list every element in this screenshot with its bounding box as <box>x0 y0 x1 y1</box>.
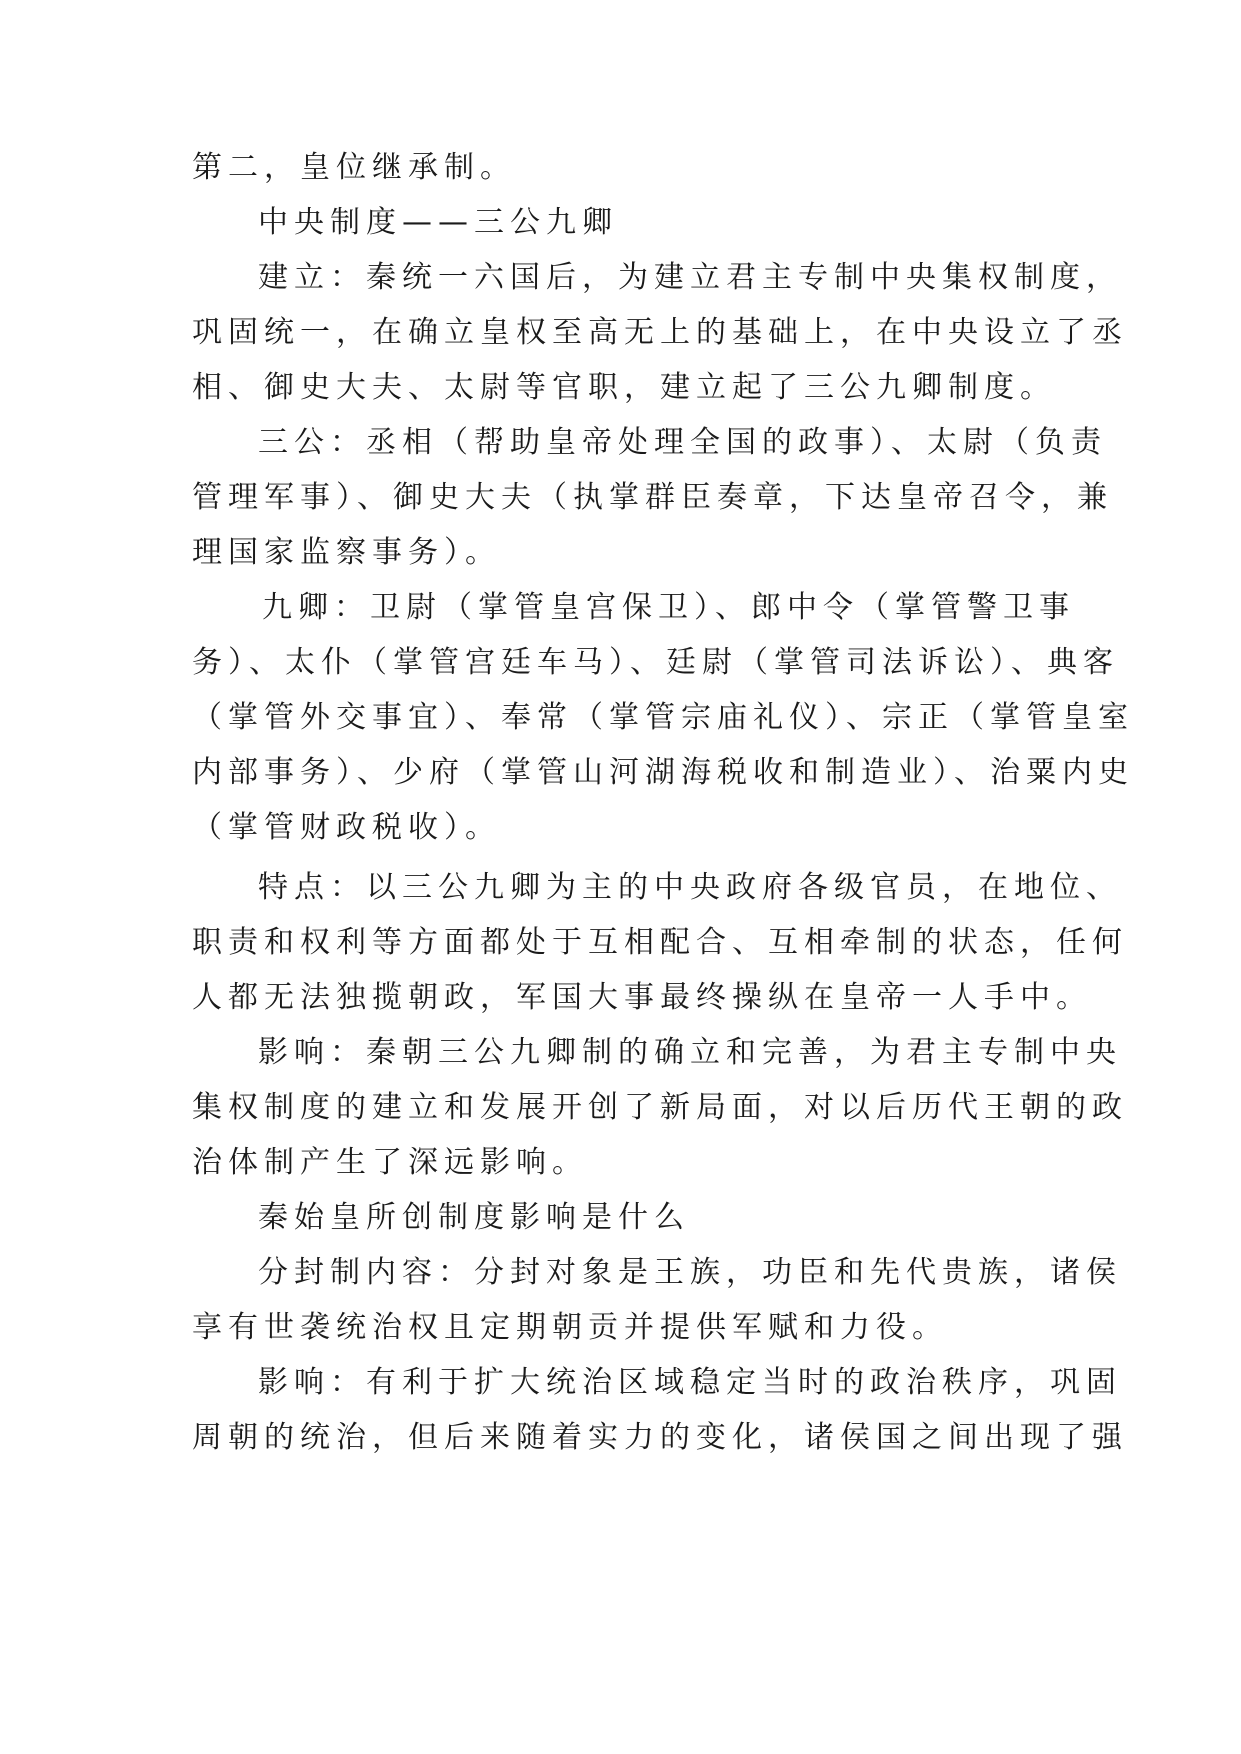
text-line-16: 人都无法独揽朝政，军国大事最终操纵在皇帝一人手中。 <box>192 980 1092 1015</box>
text-line-21: 分封制内容：分封对象是王族，功臣和先代贵族，诸侯 <box>258 1255 1122 1290</box>
text-line-24: 周朝的统治，但后来随着实力的变化，诸侯国之间出现了强 <box>192 1420 1128 1455</box>
text-line-23: 影响：有利于扩大统治区域稳定当时的政治秩序，巩固 <box>258 1365 1122 1400</box>
text-line-14: 特点：以三公九卿为主的中央政府各级官员，在地位、 <box>258 870 1122 905</box>
text-line-3: 建立：秦统一六国后，为建立君主专制中央集权制度， <box>258 260 1122 295</box>
text-line-22: 享有世袭统治权且定期朝贡并提供军赋和力役。 <box>192 1310 948 1345</box>
text-line-4: 巩固统一，在确立皇权至高无上的基础上，在中央设立了丞 <box>192 315 1128 350</box>
section-heading-central-system: 中央制度——三公九卿 <box>258 205 618 240</box>
text-line-8: 理国家监察事务）。 <box>192 535 501 570</box>
text-line-1: 第二，皇位继承制。 <box>192 150 516 185</box>
text-line-19: 治体制产生了深远影响。 <box>192 1145 588 1180</box>
text-line-10: 务）、太仆（掌管宫廷车马）、廷尉（掌管司法诉讼）、典客 <box>192 645 1119 680</box>
section-heading-qin-impact: 秦始皇所创制度影响是什么 <box>258 1200 690 1235</box>
text-line-11: （掌管外交事宜）、奉常（掌管宗庙礼仪）、宗正（掌管皇室 <box>192 700 1134 735</box>
text-line-13: （掌管财政税收）。 <box>192 810 501 845</box>
text-line-17: 影响：秦朝三公九卿制的确立和完善，为君主专制中央 <box>258 1035 1122 1070</box>
text-line-7: 管理军事）、御史大夫（执掌群臣奏章，下达皇帝召令，兼 <box>192 480 1113 515</box>
text-line-18: 集权制度的建立和发展开创了新局面，对以后历代王朝的政 <box>192 1090 1128 1125</box>
text-line-15: 职责和权利等方面都处于互相配合、互相牵制的状态，任何 <box>192 925 1128 960</box>
text-line-12: 内部事务）、少府（掌管山河湖海税收和制造业）、治粟内史 <box>192 755 1134 790</box>
text-line-6: 三公：丞相（帮助皇帝处理全国的政事）、太尉（负责 <box>258 425 1107 460</box>
text-line-9: 九卿：卫尉（掌管皇宫保卫）、郎中令（掌管警卫事 <box>262 590 1075 625</box>
text-line-5: 相、御史大夫、太尉等官职，建立起了三公九卿制度。 <box>192 370 1056 405</box>
